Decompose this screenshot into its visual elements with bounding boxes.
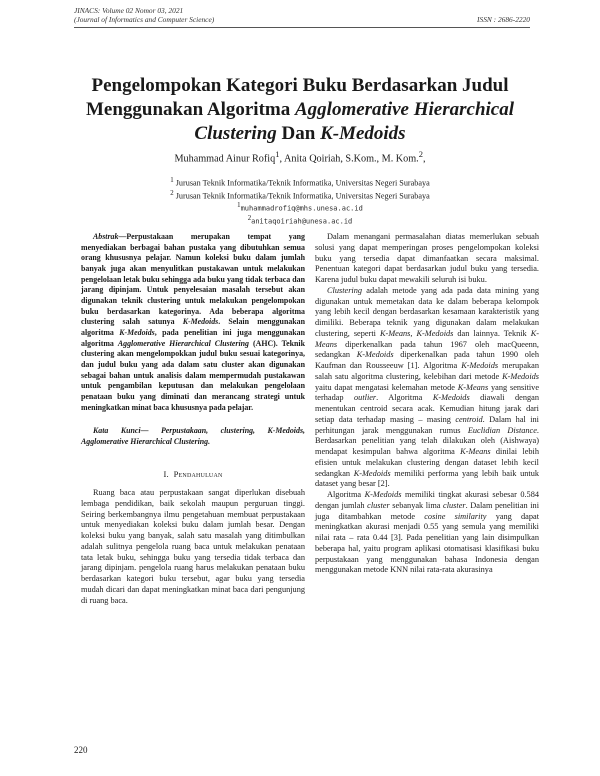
keywords-text: — Perpustakaan, clustering, K-Medoids, Agglomerative Hierarchical Clustering. bbox=[81, 426, 305, 446]
italic-term: cluster bbox=[367, 500, 390, 510]
body-text: dinilai lebih efisien untuk melakukan clustering dengan dataset lebih kecil sedangkan bbox=[315, 447, 539, 478]
affiliation-2 bbox=[60, 189, 540, 202]
email-link[interactable]: muhammadrofiq@mhs.unesa.ac.id bbox=[240, 205, 363, 214]
paper-title bbox=[60, 74, 540, 146]
section-heading bbox=[81, 469, 305, 480]
body-text: . Berdasarkan penelitian yang telah dilakukan oleh (Aishwaya) mendapat kesimpulan bahwa algoritma bbox=[315, 425, 539, 456]
body-text: memiliki tingkat akurasi sebesar 0.584 dengan jumlah bbox=[315, 490, 539, 510]
title-italic: K-Medoids bbox=[320, 123, 406, 144]
abstract-text: . Selain menggunakan algoritma bbox=[81, 317, 306, 337]
body-text: dan lainnya. Teknik bbox=[453, 328, 531, 338]
italic-term: K-Medoids bbox=[364, 490, 402, 499]
title-line-2 bbox=[60, 98, 540, 122]
email-link[interactable]: anitaqoiriah@unesa.ac.id bbox=[251, 217, 353, 226]
affiliation-1 bbox=[60, 176, 540, 189]
title-italic: Clustering bbox=[194, 123, 277, 144]
abstract-text: , pada penelitian ini juga menggunakan algoritma bbox=[81, 327, 305, 348]
author-name: Anita Qoiriah, S.Kom., M. Kom. bbox=[284, 153, 419, 165]
abstract-italic: Agglomerative Hierarchical Clustering bbox=[117, 338, 250, 348]
journal-name: (Journal of Informatics and Computer Science) bbox=[74, 15, 215, 24]
keywords-label: Kata Kunci bbox=[93, 426, 141, 436]
affiliation-sup: 1 bbox=[170, 177, 174, 184]
italic-term: outlier bbox=[354, 393, 377, 403]
body-text: diawali dengan menentukan centroid secara acak. Kemudian hitung jarak dari setiap data terhadap masing – masing bbox=[315, 393, 539, 424]
title-italic: Agglomerative Hierarchical bbox=[295, 99, 515, 120]
body-text: memiliki performa yang lebih baik untuk dataset yang besar [2]. bbox=[315, 468, 539, 489]
email-2 bbox=[60, 214, 540, 227]
section-numeral: I. bbox=[163, 469, 169, 480]
journal-volume: JINACS: Volume 02 Nomor 03, 2021 bbox=[74, 6, 184, 15]
title-line-1: Pengelompokan Kategori Buku Berdasarkan Judul bbox=[91, 75, 509, 96]
author-sup: 1 bbox=[275, 149, 280, 159]
body-paragraph: Ruang baca atau perpustakaan sangat diperlukan disebuah lembaga pendidikan, baik sekolah maupun perguruan tinggi. Seiring berkembangnya ilmu pengetahuan membuat perpustakaan untuk menyediakan koleksi buku dalam jumlah besar. Dengan koleksi buku yang banyak, salah satu masalah yang ditimbulkan adalah sulitnya pengelola ruang baca untuk melakukan penataan tata letak buku, sehingga buku yang tersedia tidak terbaca dan jarang dipinjam. pengelola ruang harus melakukan penataan buku berdasarkan kategori buku tersebut, agar buku yang tersedia mudah dicari dan dapat meningkatkan minat baca dari pengunjung di ruang baca. bbox=[81, 488, 305, 605]
italic-term: K-Medoids bbox=[432, 393, 470, 403]
abstract-text: (AHC). Teknik clustering akan mengelompokkan judul buku sesuai kategorinya, dan judul buku yang ada dalam satu cluster akan digunakan sebagai bahan untuk analisis dalam mempermudah pustakawan untuk pengambilan keputusan dan melakukan pengelolaan penataan buku yang diminati dan merancang strategi untuk meningkatkan minat baca khususnya pada pelajar. bbox=[81, 338, 305, 412]
author-sep: , bbox=[279, 153, 285, 165]
left-column bbox=[81, 232, 305, 606]
journal-issn: ISSN : 2686-2220 bbox=[477, 15, 530, 24]
italic-term: centroid bbox=[455, 414, 483, 424]
body-paragraph: Dalam menangani permasalahan diatas memerlukan sebuah solusi yang dapat memperingan proses pengelompokan koleksi buku yang tersedia dapat dimanfaatkan secara maksimal. Penentuan kategori dapat berdasarkan judul buku yang tersedia. Karena judul buku dapat mewakili seluruh isi buku. bbox=[315, 232, 539, 284]
italic-term: K-Means bbox=[379, 328, 411, 338]
italic-term: cosine similarity bbox=[424, 511, 487, 521]
email-1 bbox=[60, 201, 540, 214]
title-text: Menggunakan Algoritma bbox=[85, 99, 295, 120]
body-text: yang dapat meningkatkan akurasi menjadi 0.55 yang semula yang memiliki nilai rata – rata 0.44 [3]. Pada penelitian yang lain disimpulkan beberapa hal, yaitu program aplikasi otomatisasi klasifikasi buku perpustakaan yang menggunakan bahasa Indonesia dengan menggunakan metode KNN nilai rata-rata akurasinya bbox=[315, 511, 540, 575]
keywords bbox=[81, 426, 305, 447]
author-end: , bbox=[422, 153, 426, 165]
section-title: Pendahuluan bbox=[173, 469, 223, 480]
body-text: , bbox=[410, 328, 417, 338]
body-text: yaitu dapat mengatasi kelemahan metode bbox=[315, 382, 458, 392]
affiliations bbox=[60, 176, 540, 227]
body-paragraph bbox=[315, 286, 539, 490]
italic-term: Clustering bbox=[327, 285, 363, 295]
abstract bbox=[81, 232, 305, 413]
italic-term: cluster bbox=[443, 500, 466, 510]
author-list bbox=[60, 149, 540, 164]
italic-term: Euclidian Distance bbox=[467, 425, 537, 435]
body-text: . Dalam hal ini perhitungan jarak menggunakan rumus bbox=[315, 414, 539, 435]
abstract-label: Abstrak bbox=[93, 232, 119, 241]
page-number: 220 bbox=[74, 745, 88, 755]
title-line-3 bbox=[60, 122, 540, 146]
italic-term: K-Medoids bbox=[353, 468, 391, 478]
abstract-italic: K-Medoids bbox=[119, 327, 155, 337]
body-text: sebanyak lima bbox=[389, 500, 444, 510]
affiliation-sup: 2 bbox=[170, 189, 174, 197]
body-text: diperkenalkan pada tahun 1967 oleh macQueenn, sedangkan bbox=[315, 339, 539, 360]
italic-term: K-Medoids bbox=[416, 328, 454, 338]
body-text: . Algoritma bbox=[376, 393, 433, 403]
affiliation-text: Jurusan Teknik Informatika/Teknik Informatika, Universitas Negeri Surabaya bbox=[173, 178, 430, 188]
abstract-italic: K-Medoids bbox=[182, 317, 219, 327]
author-name: Muhammad Ainur Rofiq bbox=[174, 153, 276, 165]
body-text: Algoritma bbox=[327, 490, 365, 499]
email-sup: 1 bbox=[237, 202, 241, 210]
author-sup: 2 bbox=[418, 149, 423, 159]
affiliation-text: Jurusan Teknik Informatika/Teknik Informatika, Universitas Negeri Surabaya bbox=[173, 191, 430, 201]
italic-term: K-Medoids bbox=[461, 361, 499, 370]
title-text: Dan bbox=[276, 123, 321, 144]
italic-term: K-Means bbox=[457, 382, 489, 392]
body-text: . Dalam penelitian ini juga ditambahkan metode bbox=[315, 500, 539, 521]
body-text: adalah metode yang ada pada data mining yang digunakan untuk memetakan data ke dalam beberapa kelompok yang lebih kecil dengan berdasarkan kesamaan karakteristik yang dimiliki. Beberapa teknik yang digunakan dalam melakukan clustering, seperti bbox=[315, 285, 539, 338]
header-divider bbox=[74, 27, 530, 28]
right-column bbox=[315, 232, 539, 576]
journal-header bbox=[74, 6, 530, 24]
italic-term: K-Medoids bbox=[356, 350, 394, 360]
body-paragraph bbox=[315, 490, 539, 576]
body-text: yang sensitive terhadap bbox=[315, 382, 540, 403]
italic-term: K-Means bbox=[315, 328, 540, 349]
body-text: merupakan salah satu algoritma clustering, kelebihan dari metode bbox=[315, 361, 539, 381]
italic-term: K-Means bbox=[460, 447, 491, 456]
email-sup: 2 bbox=[247, 215, 252, 223]
italic-term: K-Medoids bbox=[502, 371, 539, 381]
abstract-text: —Perpustakaan merupakan tempat yang menyediakan berbagai bahan pustaka yang dibutuhkan semua orang khususnya pelajar. Namun koleksi buku dalam jumlah banyak juga akan menyulitkan pustakawan untuk melakukan pengelolaan letak buku sehingga ada buku yang tidak terbaca dan jarang dipinjam. Untuk penyelesaian masalah tersebut akan digunakan teknik clustering untuk melakukan pengelompokan buku berdasarkan kategorinya. Ada beberapa algoritma clustering salah satunya bbox=[81, 232, 305, 327]
body-text: diperkenalkan pada tahun 1990 oleh Kaufman dan Rousseeuw [1]. Algoritma bbox=[315, 350, 540, 370]
